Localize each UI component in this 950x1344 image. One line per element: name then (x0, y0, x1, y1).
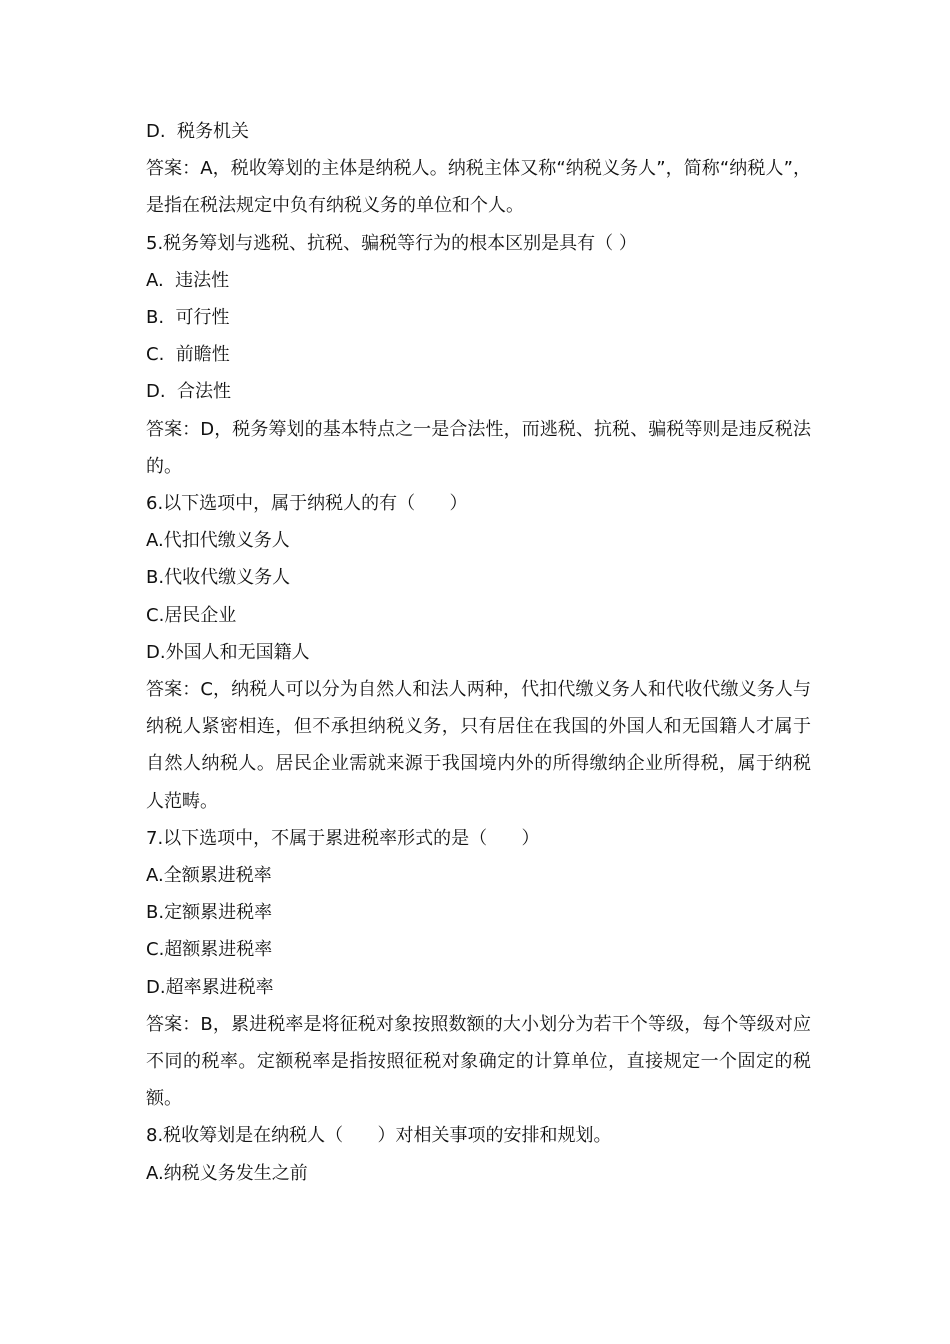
option-text: B.定额累进税率 (146, 902, 273, 924)
answer-text: 答案：B，累进税率是将征税对象按照数额的大小划分为若干个等级，每个等级对应不同的税率。定额税率是指按照征税对象确定的计算单位，直接规定一个固定的税额。 (146, 1013, 811, 1110)
option-text: A. 违法性 (146, 269, 230, 291)
option-text: C.超额累进税率 (146, 939, 273, 961)
option-text: D.外国人和无国籍人 (146, 641, 310, 663)
question-text: 5.税务筹划与逃税、抗税、骗税等行为的根本区别是具有（ ） (146, 232, 637, 254)
option-text: A.全额累进税率 (146, 865, 272, 887)
answer-text: 答案：D，税务筹划的基本特点之一是合法性，而逃税、抗税、骗税等则是违反税法的。 (146, 418, 811, 477)
option-text: C.居民企业 (146, 604, 237, 626)
option-text: D.超率累进税率 (146, 976, 274, 998)
question-text: 7.以下选项中，不属于累进税率形式的是（ ） (146, 827, 540, 849)
option-text: B.代收代缴义务人 (146, 567, 291, 589)
option-text: C. 前瞻性 (146, 344, 230, 366)
option-text: A.代扣代缴义务人 (146, 530, 290, 552)
answer-text: 答案：A，税收筹划的主体是纳税人。纳税主体又称“纳税义务人”，简称“纳税人”，是指在税法规定中负有纳税义务的单位和个人。 (146, 158, 811, 217)
option-text: A.纳税义务发生之前 (146, 1162, 308, 1184)
option-text: D. 合法性 (146, 381, 232, 403)
document-page (146, 113, 811, 1192)
question-text: 8.税收筹划是在纳税人（ ）对相关事项的安排和规划。 (146, 1125, 612, 1147)
option-text: B. 可行性 (146, 307, 230, 329)
question-text: 6.以下选项中，属于纳税人的有（ ） (146, 493, 468, 515)
option-text: D. 税务机关 (146, 121, 250, 142)
answer-text: 答案：C，纳税人可以分为自然人和法人两种，代扣代缴义务人和代收代缴义务人与纳税人紧密相连，但不承担纳税义务，只有居住在我国的外国人和无国籍人才属于自然人纳税人。居民企业需就来源于我国境内外的所得缴纳企业所得税，属于纳税人范畴。 (146, 679, 811, 812)
